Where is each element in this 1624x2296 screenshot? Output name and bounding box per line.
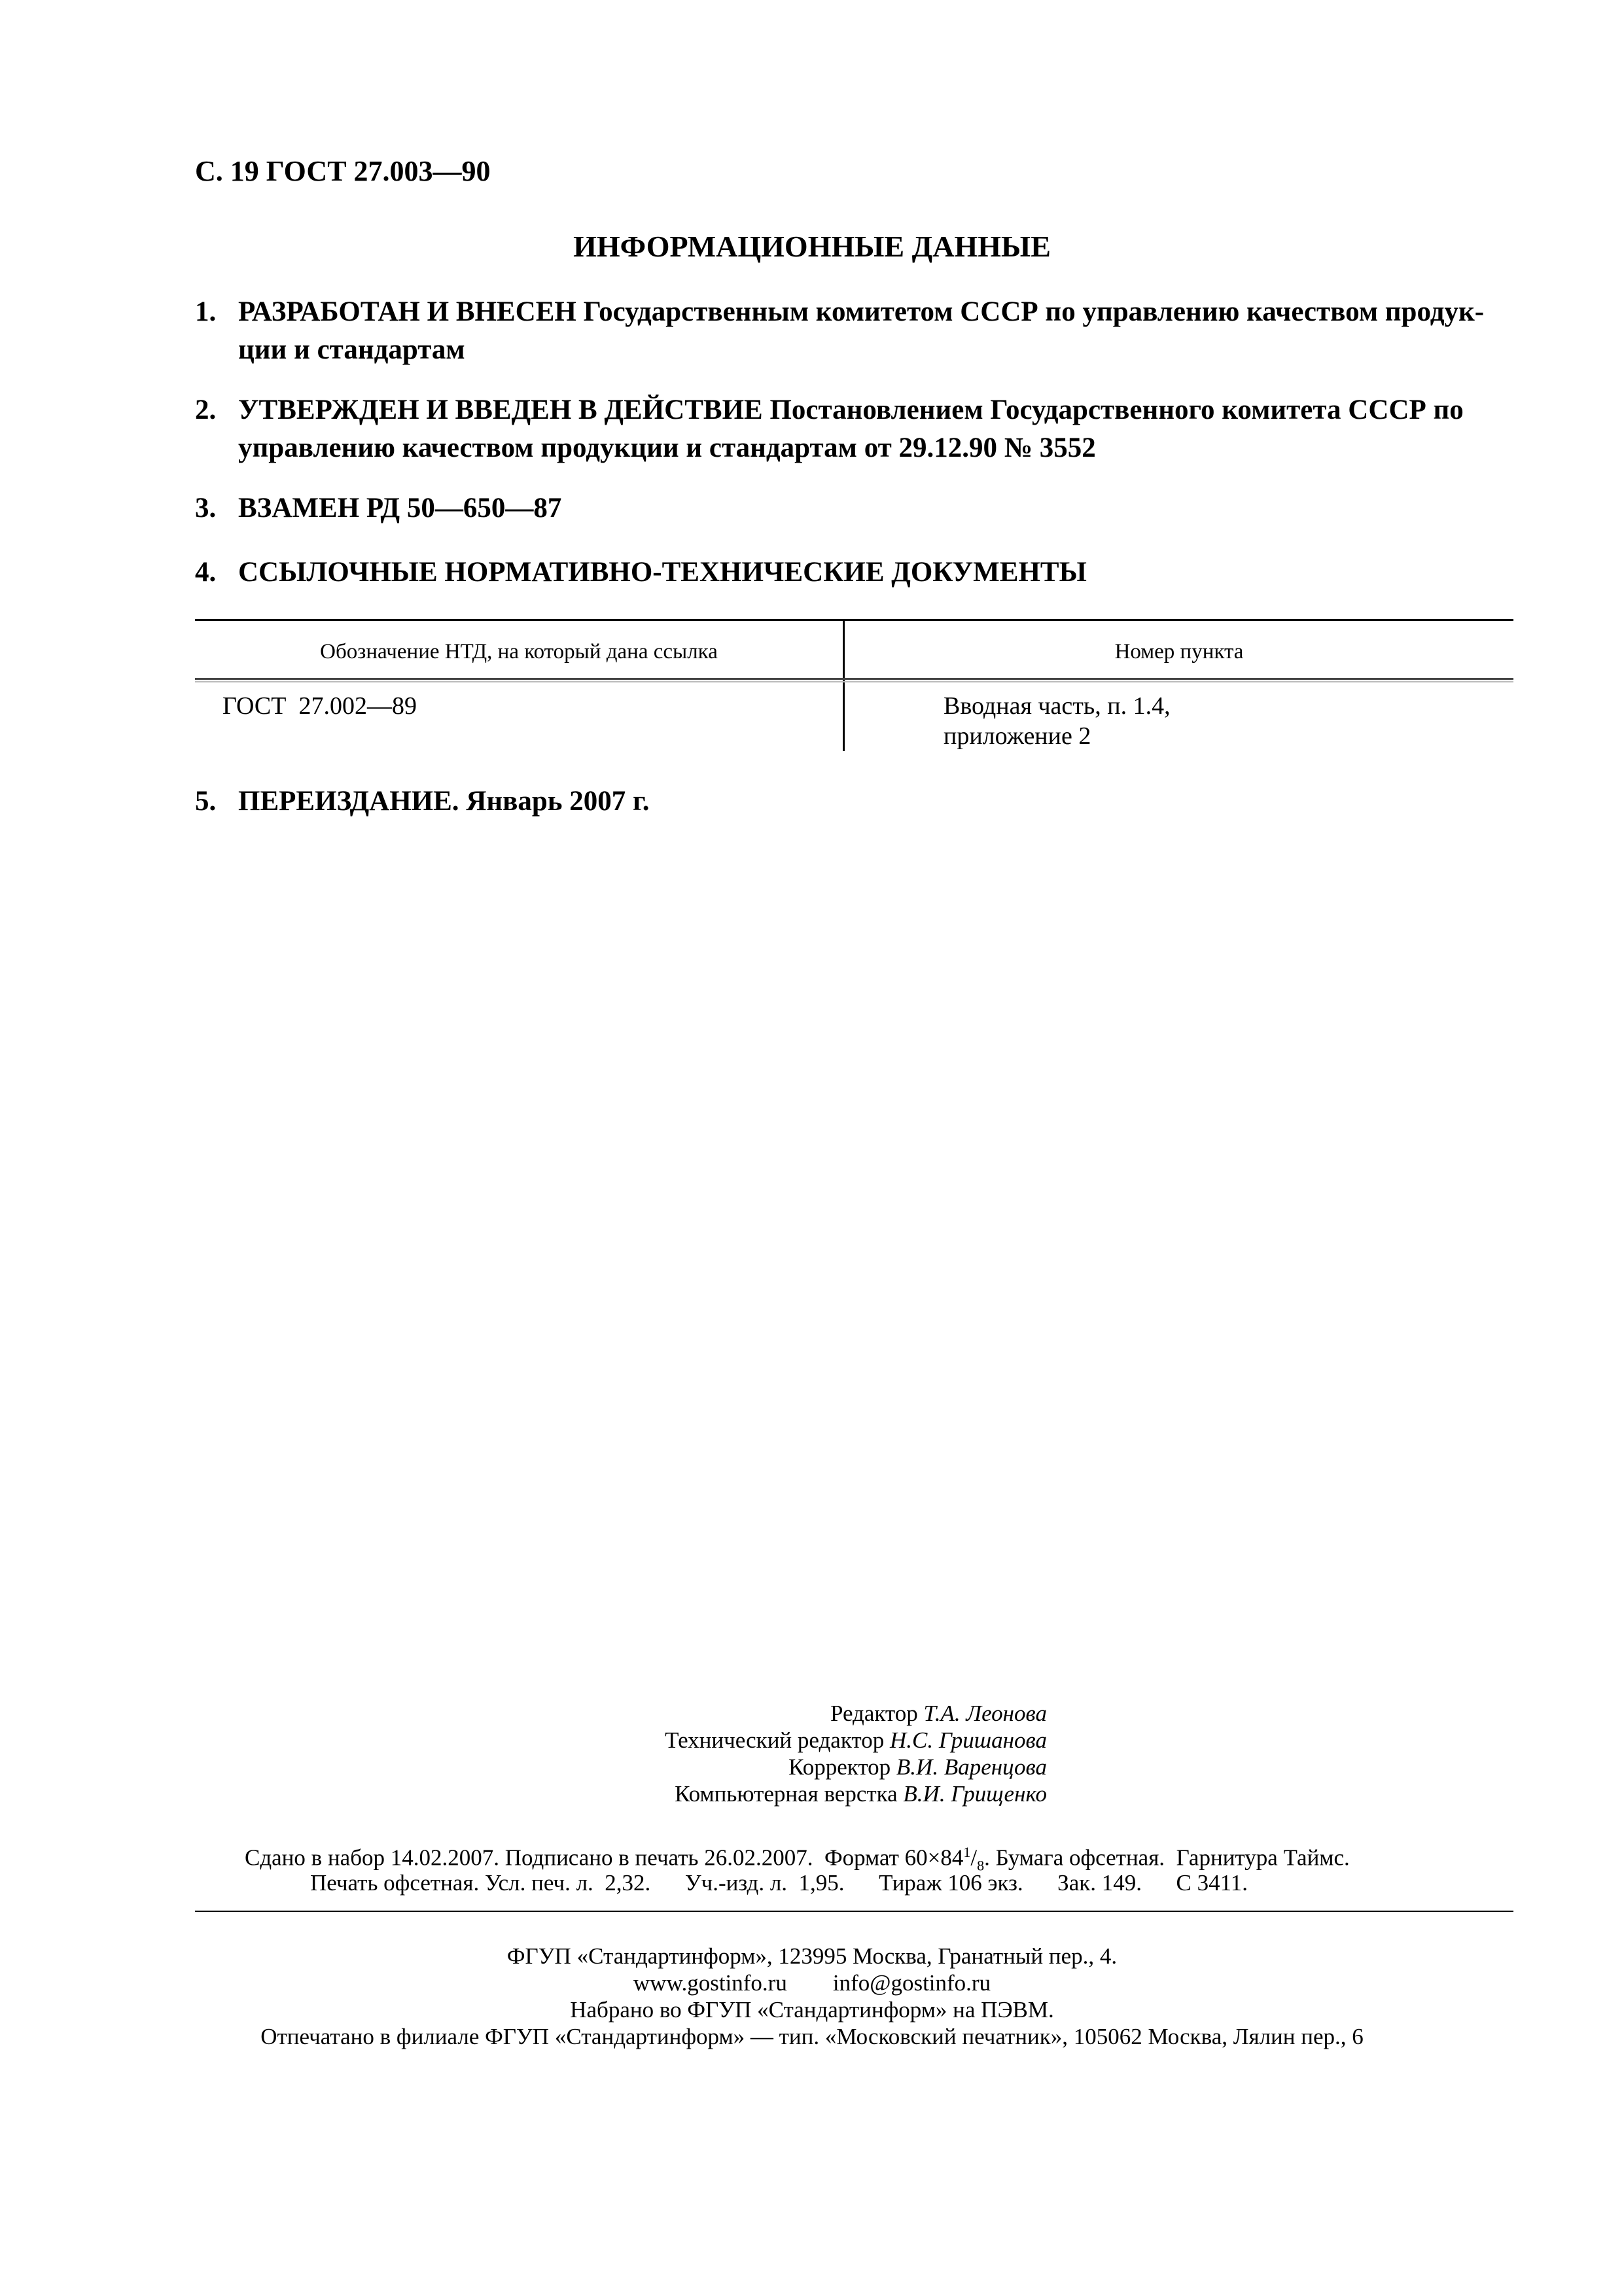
footer-publisher: ФГУП «Стандартинформ», 123995 Москва, Гранатный пер., 4. bbox=[506, 1943, 1118, 1969]
item-text bbox=[238, 783, 1513, 821]
credit-role: Компьютерная верстка bbox=[675, 1781, 898, 1807]
item-number: 1. bbox=[195, 296, 217, 327]
footer-typeset: Набрано во ФГУП «Стандартинформ» на ПЭВМ. bbox=[570, 1997, 1054, 2022]
item-text bbox=[238, 391, 1513, 467]
item-number: 5. bbox=[195, 786, 217, 817]
item-lead: ССЫЛОЧНЫЕ НОРМАТИВНО-ТЕХНИЧЕСКИЕ ДОКУМЕНТЫ bbox=[238, 557, 1087, 588]
page-header: С. 19 ГОСТ 27.003—90 bbox=[195, 155, 491, 187]
item-number: 4. bbox=[195, 557, 217, 588]
footer-contacts bbox=[0, 1970, 1624, 1996]
print-sheets: Печать офсетная. Усл. печ. л. 2,32. bbox=[310, 1870, 651, 1896]
print-paper: . Бумага офсетная. bbox=[984, 1845, 1165, 1871]
format-fraction-num: 1 bbox=[963, 1844, 971, 1860]
credit-role: Корректор bbox=[788, 1754, 891, 1780]
item-number: 2. bbox=[195, 395, 217, 425]
table-cell-clause bbox=[944, 691, 1171, 751]
print-order: Зак. 149. bbox=[1057, 1870, 1142, 1896]
item-body: Январь 2007 г. bbox=[459, 786, 650, 817]
credits-block bbox=[523, 1700, 1047, 1807]
print-run: Тираж 106 экз. bbox=[879, 1870, 1023, 1896]
table-header-doc: Обозначение НТД, на который дана ссылка bbox=[320, 640, 718, 663]
item-lead: ПЕРЕИЗДАНИЕ. bbox=[238, 786, 459, 817]
print-dates: Сдано в набор 14.02.2007. Подписано в печать 26.02.2007. bbox=[245, 1845, 813, 1871]
print-typeface: Гарнитура Таймс. bbox=[1176, 1845, 1350, 1871]
table-cell-doc: ГОСТ 27.002—89 bbox=[222, 692, 417, 720]
credit-name: В.И. Грищенко bbox=[903, 1781, 1047, 1807]
footer-rule bbox=[195, 1911, 1513, 1912]
credit-line bbox=[523, 1700, 1047, 1727]
print-info-line-1: Сдано в набор 14.02.2007. Подписано в печать 26.02.2007. Формат $60\times 84^1/_8$. Бумага офсетная. Гарнитура Таймс. bbox=[245, 1844, 1350, 1874]
print-code: С 3411. bbox=[1176, 1870, 1248, 1896]
credit-line bbox=[523, 1727, 1047, 1754]
item-text bbox=[238, 293, 1513, 369]
clause-line: приложение 2 bbox=[944, 722, 1091, 750]
table-header-clause: Номер пункта bbox=[1114, 640, 1244, 663]
table-top-rule bbox=[195, 619, 1513, 621]
table-header-shadow bbox=[195, 681, 1513, 682]
format-fraction-den: 8 bbox=[977, 1857, 985, 1874]
info-item-4 bbox=[195, 554, 1513, 592]
item-body: Государственным комитетом СССР по управлению качеством продук- bbox=[576, 296, 1485, 327]
print-info-line-2 bbox=[310, 1870, 1248, 1896]
info-item-2 bbox=[195, 391, 1513, 467]
table-header-rule bbox=[195, 678, 1513, 680]
print-pub-sheets: Уч.-изд. л. 1,95. bbox=[684, 1870, 845, 1896]
item-lead: УТВЕРЖДЕН И ВВЕДЕН В ДЕЙСТВИЕ bbox=[238, 395, 763, 425]
item-number: 3. bbox=[195, 493, 217, 523]
section-title: ИНФОРМАЦИОННЫЕ ДАННЫЕ bbox=[573, 230, 1051, 263]
footer-email[interactable]: info@gostinfo.ru bbox=[832, 1970, 991, 1996]
item-body-cont: ции и стандартам bbox=[238, 334, 465, 365]
info-item-5 bbox=[195, 783, 1513, 821]
credit-name: В.И. Варенцова bbox=[896, 1754, 1047, 1780]
clause-line: Вводная часть, п. 1.4, bbox=[944, 692, 1171, 720]
item-lead: ВЗАМЕН РД 50—650—87 bbox=[238, 493, 562, 523]
info-item-3 bbox=[195, 489, 1513, 527]
item-lead: РАЗРАБОТАН И ВНЕСЕН bbox=[238, 296, 576, 327]
credit-role: Технический редактор bbox=[665, 1727, 885, 1753]
item-body: Постановлением Государственного комитета СССР по bbox=[762, 395, 1464, 425]
table-column-divider bbox=[843, 619, 845, 751]
credit-name: Н.С. Гришанова bbox=[889, 1727, 1047, 1753]
info-item-1 bbox=[195, 293, 1513, 369]
item-body-cont: управлению качеством продукции и стандартам от 29.12.90 № 3552 bbox=[238, 433, 1096, 463]
footer-printed: Отпечатано в филиале ФГУП «Стандартинформ» — тип. «Московский печатник», 105062 Москва, Лялин пер., 6 bbox=[260, 2024, 1364, 2049]
print-format: Формат 60×84 bbox=[824, 1845, 964, 1871]
credit-name: Т.А. Леонова bbox=[923, 1701, 1047, 1726]
footer-website[interactable]: www.gostinfo.ru bbox=[633, 1970, 787, 1996]
credit-line bbox=[523, 1754, 1047, 1780]
credit-line bbox=[523, 1780, 1047, 1807]
credit-role: Редактор bbox=[830, 1701, 918, 1726]
